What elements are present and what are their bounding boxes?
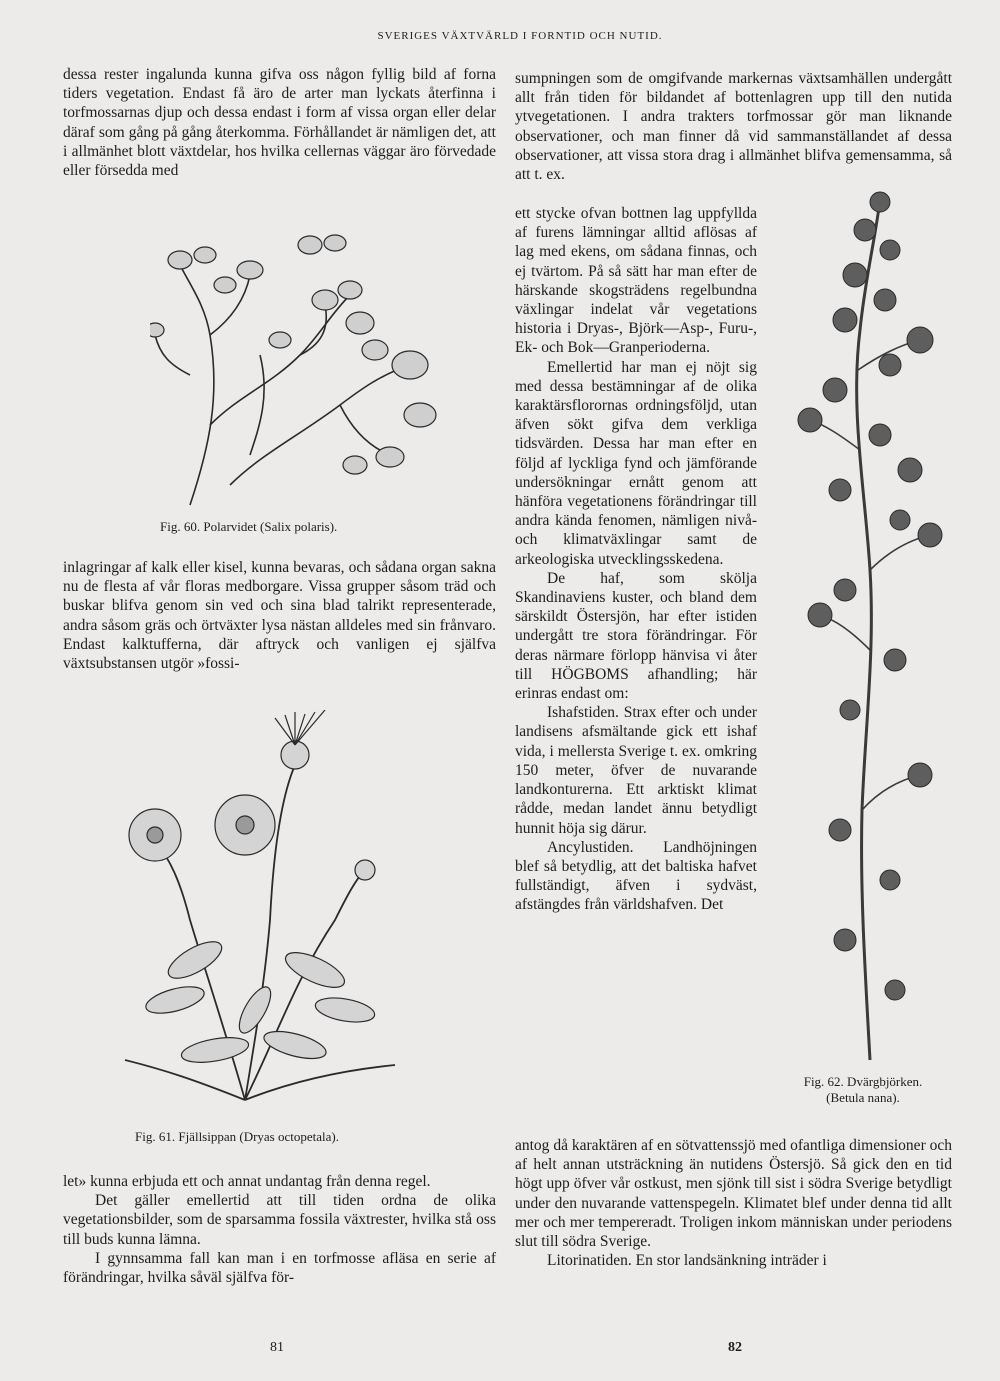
figure-61-caption: Fig. 61. Fjällsippan (Dryas octopetala).: [135, 1129, 339, 1144]
page-number-right: 82: [728, 1340, 742, 1355]
paragraph: Litorinatiden. En stor landsänkning inträder i: [547, 1252, 827, 1270]
salix-polaris-illustration: [150, 225, 495, 515]
paragraph: Ishafstiden. Strax efter och under landisens afsmältande gick ett ishaf vida, i mellersta Sverige t. ex. omkring 150 meter, öfver de nuvarande landkonturerna. Ett arktiskt klimat rådde, medan landet ännu betydligt hunnit höja sig därur.: [515, 704, 757, 837]
left-column-top: [63, 65, 496, 180]
paragraph: dessa rester ingalunda kunna gifva oss någon fyllig bild af forna tiders vegetation. Endast få äro de arter man lyckats återfinna i torfmossarnas djup och dessa endast i form af vissa organ eller delar däraf som gång på gång återkomma. Förhållandet är nämligen det, att i allmänhet blott växtdelar, hos hvilka cellernas väggar äro förvedade eller försedda med: [63, 66, 496, 180]
left-column-bottom: [63, 1172, 496, 1287]
running-header: SVERIGES VÄXTVÄRLD I FORNTID OCH NUTID.: [377, 30, 663, 42]
left-column-middle: [63, 558, 496, 673]
figure-62-caption: [768, 1074, 958, 1106]
figure-60-caption: Fig. 60. Polarvidet (Salix polaris).: [160, 519, 338, 534]
page-number-left: 81: [270, 1340, 284, 1355]
paragraph: ett stycke ofvan bottnen lag uppfyllda af furens lämningar alltid aflösas af lag med ekens, om sådana finnas, och ej tvärtom. På så sätt har man efter de härskande skogsträdens regelbundna växlingar indelat vår vegetations historia i Dryas-, Björk—Asp-, Furu-, Ek- och Bok—Granperioderna.: [515, 205, 757, 357]
paragraph: inlagringar af kalk eller kisel, kunna bevaras, och sådana organ sakna nu de flesta af vår floras medborgare. Vissa grupper såsom träd och buskar blifva genom sin ved och sina blad talrikt representerade, andra såsom gräs och örtväxter lysa nästan alldeles med sin frånvaro. Endast kalktufferna, där aftryck och vanligen ej själfva växtsubstansen utgör »fossi-: [63, 559, 496, 673]
paragraph: Det gäller emellertid att till tiden ordna de olika vegetationsbilder, som de sparsamma fossila växtrester, hvilka stå oss till buds kunna lämna.: [63, 1192, 496, 1248]
paragraph: sumpningen som de omgifvande markernas växtsamhällen undergått allt från tiden för bildandet af bottenlagren upp till den nutida ytvegetationen. I andra trakters torfmossar gör man liknande observationer, och man finner då vid sammanställandet af dessa observationer, att vissa stora drag i allmänhet blifva gemensamma, så att t. ex.: [515, 70, 952, 184]
paragraph: I gynnsamma fall kan man i en torfmosse afläsa en serie af förändringar, hvilka såväl själfva för-: [63, 1249, 496, 1287]
right-column-bottom: [515, 1136, 952, 1270]
dryas-octopetala-illustration: [95, 710, 495, 1120]
paragraph: Emellertid har man ej nöjt sig med dessa bestämningar af de olika karaktärsflorornas ordningsföljd, utan äfven sökt gifva dem verkliga tidsvärden. Dessa har man efter en följd af lyckliga fynd och jämförande undersökningar ernått genom att hänföra vegetationens förändringar till andra kända fenomen, nämligen nivå- och klimatväxlingar samt de arkeologiska utvecklingsskedena.: [515, 358, 757, 568]
paragraph: De haf, som skölja Skandinaviens kuster, och bland dem särskildt Östersjön, har efter istiden undergått tre stora förändringar. För deras närmare förlopp hänvisa vi åter till HÖGBOMS afhandling; här erinras endast om:: [515, 569, 757, 703]
paragraph: Ancylustiden. Landhöjningen blef så betydlig, att det baltiska hafvet fullständigt, äfven i sydväst, afstängdes från världshafven. Det: [515, 838, 757, 914]
figure-62-caption-line-2: (Betula nana).: [826, 1090, 900, 1105]
figure-62-caption-line-1: Fig. 62. Dvärgbjörken.: [803, 1074, 923, 1089]
paragraph: antog då karaktären af en sötvattenssjö med ofantliga dimensioner och af helt annan utsträckning än nutidens Östersjö. Så gick den en tid högt upp öfver vår ostkust, men sjönk till sist i södra Sverige betydligt under den nuvarande vattenspegeln. Klimatet blef under denna tid allt mer och mer tempereradt. Troligen inkom människan under periodens slut till södra Sverige.: [515, 1137, 952, 1251]
betula-nana-illustration: [790, 190, 960, 1070]
paragraph: let» kunna erbjuda ett och annat undantag från denna regel.: [63, 1173, 431, 1190]
right-column-narrow: [515, 204, 757, 915]
right-column-top: [515, 69, 952, 184]
